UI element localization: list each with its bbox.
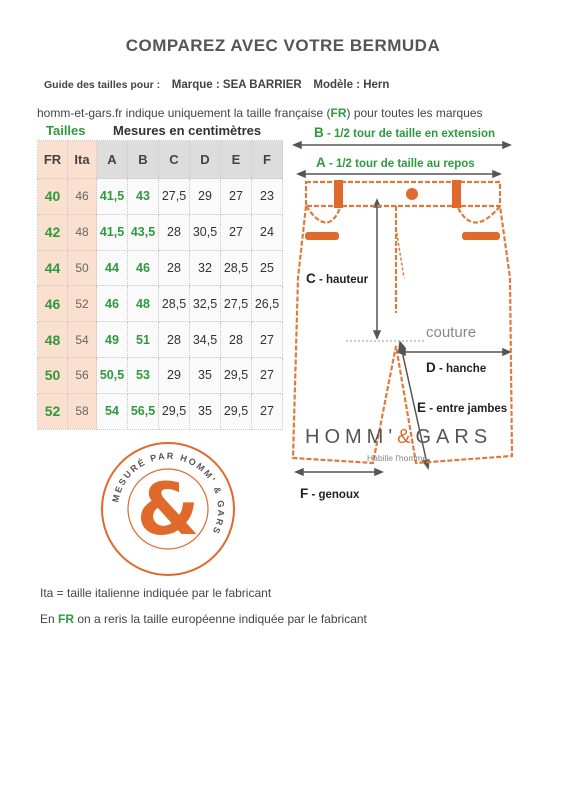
column-header: D	[190, 141, 221, 179]
column-header: E	[221, 141, 252, 179]
table-cell: 54	[97, 393, 128, 429]
table-cell: 46	[128, 250, 159, 286]
table-cell: 43,5	[128, 214, 159, 250]
table-cell: 35	[190, 357, 221, 393]
tailles-header: Tailles	[46, 123, 86, 138]
table-cell: 49	[97, 322, 128, 358]
table-cell: 44	[38, 250, 68, 286]
table-cell: 29	[159, 357, 190, 393]
table-cell: 26,5	[252, 286, 283, 322]
guide-brand: Marque : SEA BARRIER	[171, 79, 302, 91]
label-couture: couture	[426, 324, 477, 341]
label-e-text: - entre jambes	[426, 403, 508, 415]
label-b-text: - 1/2 tour de taille en extension	[323, 128, 496, 140]
label-f-text: - genoux	[308, 489, 360, 501]
label-f	[300, 486, 359, 501]
mesures-header: Mesures en centimètres	[113, 123, 262, 138]
table-row	[38, 214, 283, 250]
table-cell: 52	[38, 393, 68, 429]
table-cell: 42	[38, 214, 68, 250]
fr-size-note-after: ) pour toutes les marques	[346, 106, 483, 120]
table-cell: 56,5	[128, 393, 159, 429]
footnote-ita: Ita = taille italienne indiquée par le fabricant	[40, 586, 272, 600]
table-row	[38, 393, 283, 429]
label-d-letter: D	[426, 360, 436, 375]
table-cell: 27,5	[221, 286, 252, 322]
label-d	[426, 360, 486, 375]
table-cell: 24	[252, 214, 283, 250]
brand-right: GARS	[415, 426, 493, 448]
waist-button-icon	[406, 188, 418, 200]
table-cell: 27	[221, 214, 252, 250]
table-cell: 35	[190, 393, 221, 429]
page-title: COMPAREZ AVEC VOTRE BERMUDA	[125, 36, 441, 55]
label-c-letter: C	[306, 271, 316, 286]
label-a-letter: A	[316, 155, 326, 170]
pocket-tabs	[305, 232, 500, 240]
table-cell: 52	[68, 286, 97, 322]
table-row	[38, 286, 283, 322]
table-row	[38, 250, 283, 286]
table-cell: 28	[159, 250, 190, 286]
table-cell: 40	[38, 179, 68, 215]
table-cell: 28	[159, 322, 190, 358]
label-c-text: - hauteur	[315, 274, 369, 286]
label-b-letter: B	[314, 125, 324, 140]
table-cell: 50	[38, 357, 68, 393]
column-header: Ita	[68, 141, 97, 179]
column-header: C	[159, 141, 190, 179]
column-header: B	[128, 141, 159, 179]
table-cell: 32,5	[190, 286, 221, 322]
fr-size-note-fr: FR	[330, 106, 347, 120]
table-cell: 29,5	[221, 393, 252, 429]
label-c	[306, 271, 368, 286]
table-cell: 25	[252, 250, 283, 286]
table-row	[38, 357, 283, 393]
table-cell: 34,5	[190, 322, 221, 358]
size-table	[37, 140, 283, 430]
table-cell: 46	[68, 179, 97, 215]
brand-logo	[305, 426, 492, 449]
brand-amp: &	[397, 426, 416, 448]
table-cell: 28	[221, 322, 252, 358]
label-e	[417, 400, 507, 415]
footnote-fr-after: on a reris la taille européenne indiquée par le fabricant	[74, 612, 367, 626]
brand-left: HOMM'	[305, 426, 398, 448]
table-cell: 27,5	[159, 179, 190, 215]
table-cell: 27	[252, 322, 283, 358]
table-cell: 27	[252, 393, 283, 429]
stamp-ring-text: MESURÉ PAR HOMM' & GARS	[110, 450, 227, 537]
table-cell: 41,5	[97, 179, 128, 215]
belt-loops	[334, 180, 461, 208]
table-cell: 29	[190, 179, 221, 215]
column-header: A	[97, 141, 128, 179]
footnote-fr	[40, 612, 367, 626]
label-a-text: - 1/2 tour de taille au repos	[325, 158, 475, 170]
table-cell: 46	[97, 286, 128, 322]
table-cell: 46	[38, 286, 68, 322]
guide-prefix: Guide des tailles pour :	[44, 79, 161, 91]
table-cell: 58	[68, 393, 97, 429]
brand-tagline: Habille l'homme	[367, 453, 428, 463]
table-cell: 43	[128, 179, 159, 215]
table-header-row	[38, 141, 283, 179]
table-cell: 50	[68, 250, 97, 286]
table-cell: 28,5	[221, 250, 252, 286]
table-cell: 56	[68, 357, 97, 393]
table-cell: 44	[97, 250, 128, 286]
fr-size-note	[37, 106, 483, 120]
table-cell: 51	[128, 322, 159, 358]
size-guide-line	[44, 79, 389, 91]
footnote-fr-before: En	[40, 612, 59, 626]
table-cell: 23	[252, 179, 283, 215]
table-cell: 29,5	[159, 393, 190, 429]
table-cell: 48	[128, 286, 159, 322]
table-row	[38, 179, 283, 215]
label-d-text: - hanche	[435, 363, 487, 375]
label-f-letter: F	[300, 486, 309, 501]
column-header: F	[252, 141, 283, 179]
table-cell: 30,5	[190, 214, 221, 250]
table-cell: 28,5	[159, 286, 190, 322]
guide-model: Modèle : Hern	[313, 79, 390, 91]
label-b	[314, 125, 495, 140]
column-header: FR	[38, 141, 68, 179]
table-row	[38, 322, 283, 358]
ampersand-icon: &	[136, 467, 200, 551]
table-cell: 53	[128, 357, 159, 393]
table-cell: 54	[68, 322, 97, 358]
shorts-outline	[293, 182, 512, 463]
table-cell: 27	[221, 179, 252, 215]
table-cell: 28	[159, 214, 190, 250]
table-cell: 29,5	[221, 357, 252, 393]
table-cell: 32	[190, 250, 221, 286]
table-cell: 50,5	[97, 357, 128, 393]
fr-size-note-before: homm-et-gars.fr indique uniquement la taille française (	[37, 106, 331, 120]
table-cell: 48	[38, 322, 68, 358]
measured-by-stamp	[98, 439, 238, 579]
label-e-letter: E	[417, 400, 427, 415]
label-a	[316, 155, 475, 170]
table-cell: 41,5	[97, 214, 128, 250]
table-cell: 27	[252, 357, 283, 393]
footnote-fr-code: FR	[58, 612, 75, 626]
table-cell: 48	[68, 214, 97, 250]
